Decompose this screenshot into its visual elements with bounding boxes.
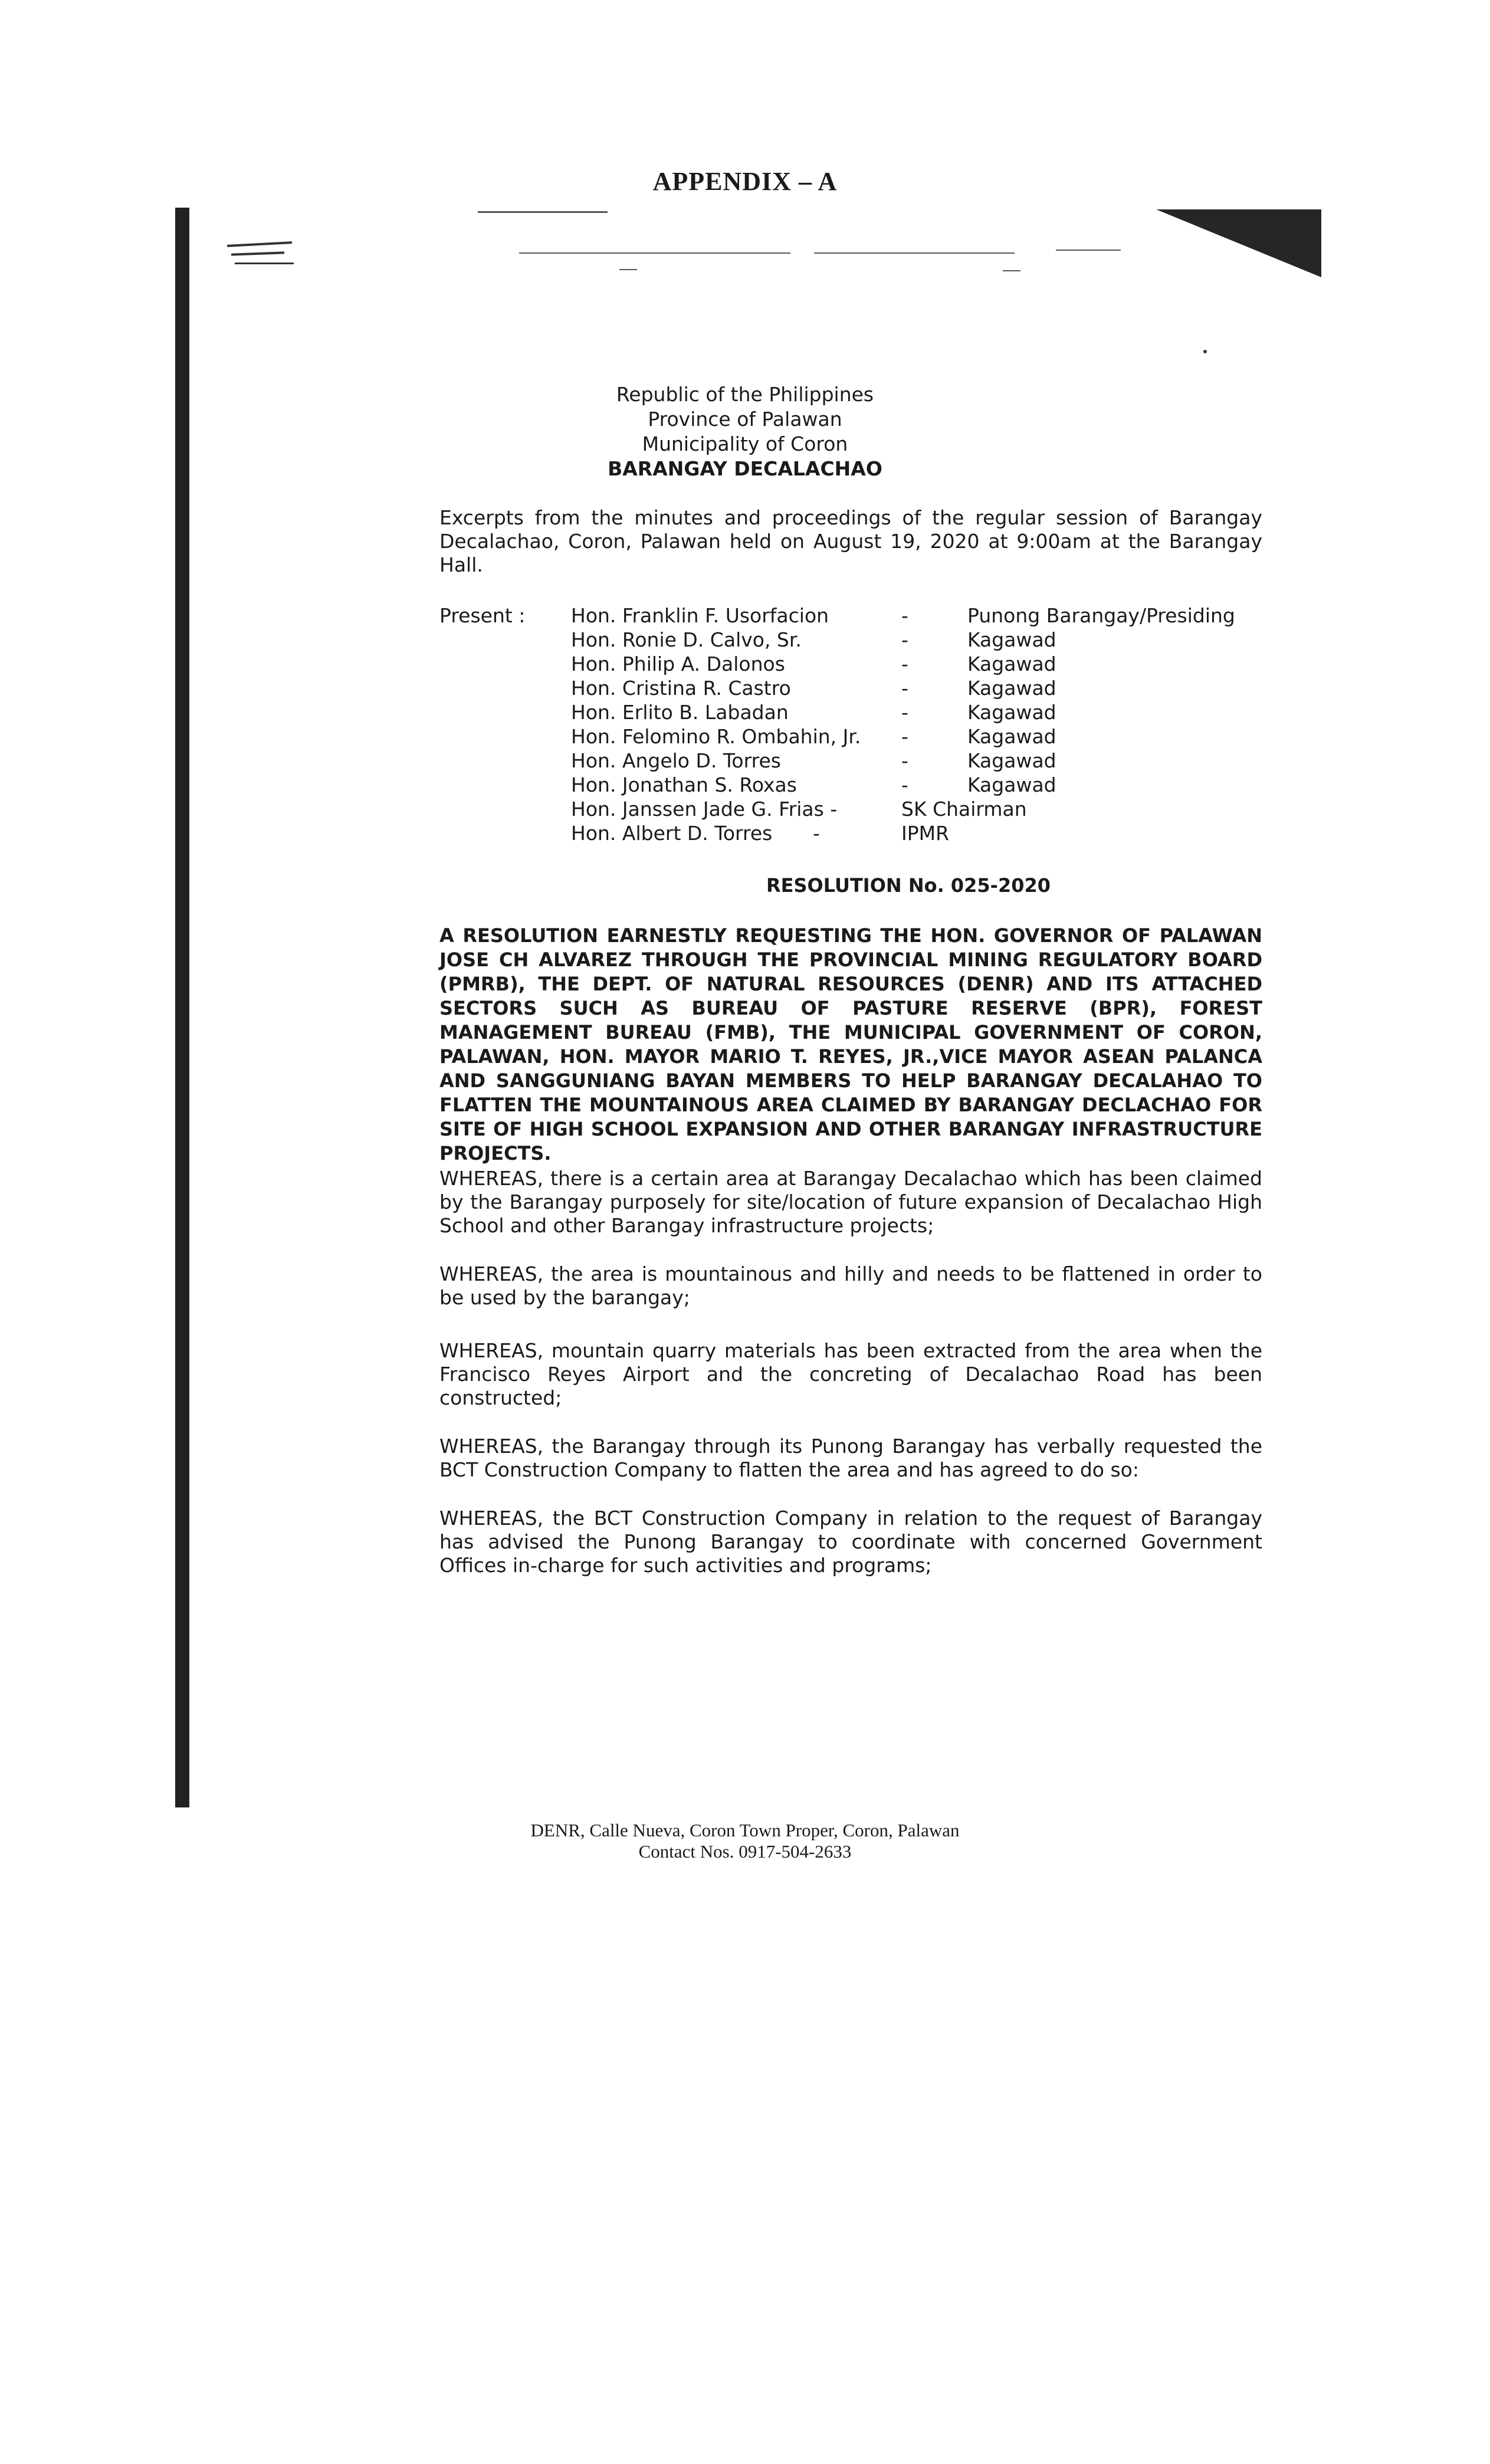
resolution-number: RESOLUTION No. 025-2020 <box>766 874 1051 897</box>
member-separator: - <box>901 677 908 700</box>
appendix-title: APPENDIX – A <box>652 167 838 196</box>
member-separator: - <box>901 604 908 627</box>
whereas-clause-5: WHEREAS, the BCT Construction Company in relation to the request of Barangay has advised the Punong Barangay to coordinate with concerned Government Offices in-charge for such activities and programs; <box>439 1507 1262 1577</box>
scan-line <box>478 211 608 213</box>
member-separator: - <box>901 701 908 724</box>
member-name: Hon. Albert D. Torres <box>571 822 773 845</box>
member-position: Kagawad <box>967 652 1056 675</box>
member-name: Hon. Philip A. Dalonos <box>571 652 785 675</box>
member-position: IPMR <box>901 822 950 845</box>
member-row <box>571 773 1279 797</box>
header-province: Province of Palawan <box>648 408 842 431</box>
member-position: Punong Barangay/Presiding <box>967 604 1235 627</box>
member-name: Hon. Cristina R. Castro <box>571 677 791 700</box>
scan-line <box>1056 250 1121 251</box>
footer-address: DENR, Calle Nueva, Coron Town Proper, Coron, Palawan <box>530 1820 960 1840</box>
member-row <box>571 652 1279 676</box>
member-separator: - <box>901 725 908 748</box>
whereas-clause-2: WHEREAS, the area is mountainous and hilly and needs to be flattened in order to be used by the barangay; <box>439 1262 1262 1309</box>
member-row <box>571 676 1279 700</box>
resolution-title: A RESOLUTION EARNESTLY REQUESTING THE HON. GOVERNOR OF PALAWAN JOSE CH ALVAREZ THROUGH THE PROVINCIAL MINING REGULATORY BOARD (PMRB), THE DEPT. OF NATURAL RESOURCES (DENR) AND ITS ATTACHED SECTORS SUCH AS BUREAU OF PASTURE RESERVE (BPR), FOREST MANAGEMENT BUREAU (FMB), THE MUNICIPAL GOVERNMENT OF CORON, PALAWAN, HON. MAYOR MARIO T. REYES, JR.,VICE MAYOR ASEAN PALANCA AND SANGGUNIANG BAYAN MEMBERS TO HELP BARANGAY DECALAHAO TO FLATTEN THE MOUNTAINOUS AREA CLAIMED BY BARANGAY DECLACHAO FOR SITE OF HIGH SCHOOL EXPANSION AND OTHER BARANGAY INFRASTRUCTURE PROJECTS. <box>439 924 1262 1164</box>
member-name: Hon. Erlito B. Labadan <box>571 701 789 724</box>
member-row <box>571 749 1279 773</box>
scan-line <box>619 269 637 270</box>
scan-mark <box>231 251 284 255</box>
member-separator: - <box>901 628 908 651</box>
member-separator: - <box>901 773 908 796</box>
member-name: Hon. Angelo D. Torres <box>571 749 781 772</box>
member-position: Kagawad <box>967 725 1056 748</box>
footer-contact <box>0 1820 1490 1862</box>
members-list <box>571 603 1279 845</box>
member-name: Hon. Jonathan S. Roxas <box>571 773 797 796</box>
header-barangay: BARANGAY DECALACHAO <box>608 457 882 480</box>
member-row <box>571 821 1279 845</box>
member-separator: - <box>813 822 820 845</box>
scan-line <box>814 252 1015 254</box>
present-label: Present : <box>439 604 526 627</box>
scan-dot <box>1203 350 1207 353</box>
header-republic: Republic of the Philippines <box>616 383 874 406</box>
footer-contact-numbers: Contact Nos. 0917-504-2633 <box>638 1841 852 1862</box>
scan-mark <box>235 263 294 264</box>
member-separator: - <box>901 749 908 772</box>
scan-line <box>1003 270 1020 271</box>
member-row <box>571 628 1279 652</box>
member-row <box>571 603 1279 628</box>
scan-line <box>519 252 790 254</box>
member-row <box>571 724 1279 749</box>
member-name: Hon. Felomino R. Ombahin, Jr. <box>571 725 861 748</box>
whereas-clause-3: WHEREAS, mountain quarry materials has been extracted from the area when the Francisco Reyes Airport and the concreting of Decalachao Road has been constructed; <box>439 1339 1262 1409</box>
member-row <box>571 797 1279 821</box>
member-name: Hon. Ronie D. Calvo, Sr. <box>571 628 802 651</box>
member-name: Hon. Janssen Jade G. Frias - <box>571 798 838 821</box>
member-position: Kagawad <box>967 677 1056 700</box>
header-block <box>0 382 1490 481</box>
scan-mark <box>227 241 292 247</box>
member-separator: - <box>901 652 908 675</box>
member-position: Kagawad <box>967 773 1056 796</box>
member-position: Kagawad <box>967 701 1056 724</box>
header-municipality: Municipality of Coron <box>642 432 848 455</box>
member-position: Kagawad <box>967 628 1056 651</box>
excerpts-paragraph: Excerpts from the minutes and proceedings of the regular session of Barangay Decalachao, Coron, Palawan held on August 19, 2020 at 9:00am at the Barangay Hall. <box>439 506 1262 576</box>
member-position: SK Chairman <box>901 798 1027 821</box>
member-name: Hon. Franklin F. Usorfacion <box>571 604 829 627</box>
whereas-clause-1: WHEREAS, there is a certain area at Barangay Decalachao which has been claimed by the Barangay purposely for site/location of future expansion of Decalachao High School and other Barangay infrastructure projects; <box>439 1167 1262 1237</box>
member-position: Kagawad <box>967 749 1056 772</box>
member-row <box>571 700 1279 724</box>
scan-corner-shape <box>1156 209 1324 279</box>
whereas-clause-4: WHEREAS, the Barangay through its Punong Barangay has verbally requested the BCT Construction Company to flatten the area and has agreed to do so: <box>439 1435 1262 1481</box>
